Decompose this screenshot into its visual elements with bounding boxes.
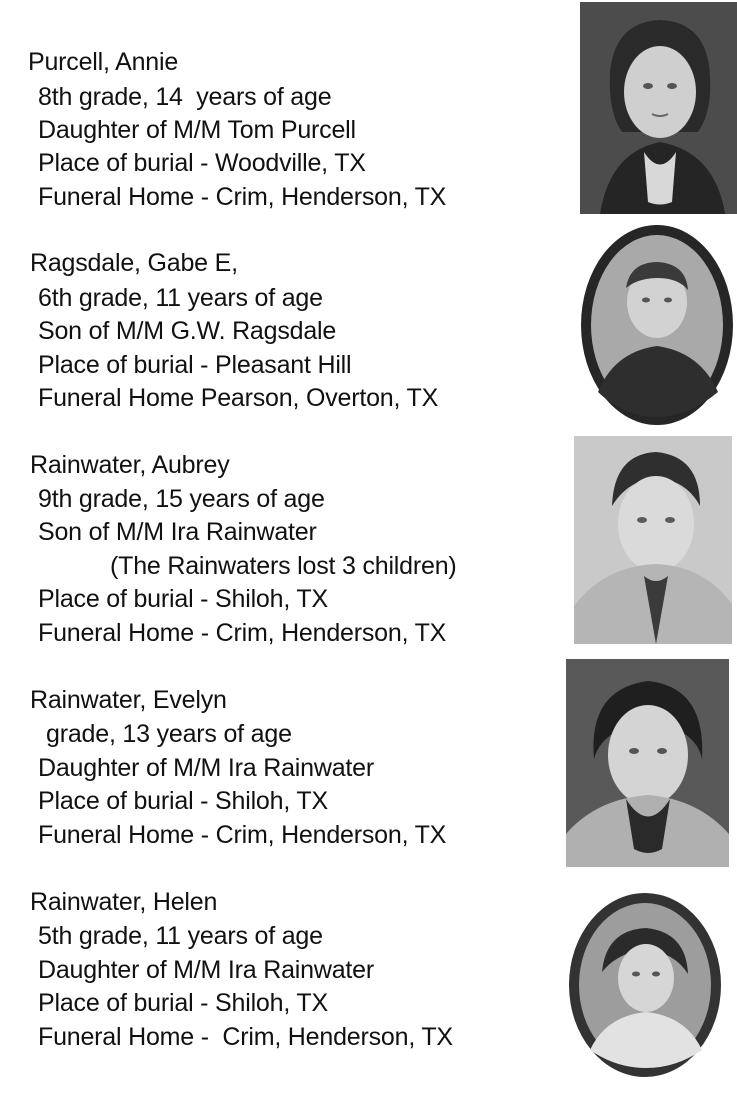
entry-burial: Place of burial - Shiloh, TX	[38, 989, 328, 1017]
entry-parent: Son of M/M Ira Rainwater	[38, 518, 317, 546]
entry-burial: Place of burial - Shiloh, TX	[38, 787, 328, 815]
entry-parent: Daughter of M/M Ira Rainwater	[38, 956, 374, 984]
entry-parent: Daughter of M/M Ira Rainwater	[38, 754, 374, 782]
entry-parent: Daughter of M/M Tom Purcell	[38, 116, 356, 144]
entry-grade-age: 6th grade, 11 years of age	[38, 284, 323, 312]
entry-name: Rainwater, Evelyn	[30, 686, 227, 714]
entry-funeral-home: Funeral Home - Crim, Henderson, TX	[38, 821, 447, 849]
entry-grade-age: 9th grade, 15 years of age	[38, 485, 325, 513]
portrait-rainwater-helen	[566, 890, 724, 1080]
entry-burial: Place of burial - Shiloh, TX	[38, 585, 328, 613]
portrait-purcell-annie	[580, 2, 737, 214]
entry-burial: Place of burial - Woodville, TX	[38, 149, 366, 177]
entry-name: Ragsdale, Gabe E,	[30, 249, 238, 277]
entry-name: Rainwater, Aubrey	[30, 451, 230, 479]
entry-name: Purcell, Annie	[28, 48, 179, 76]
entry-funeral-home: Funeral Home - Crim, Henderson, TX	[38, 183, 447, 211]
entry-parent: Son of M/M G.W. Ragsdale	[38, 317, 337, 345]
entry-grade-age: grade, 13 years of age	[46, 720, 292, 748]
entry-funeral-home: Funeral Home - Crim, Henderson, TX	[38, 619, 447, 647]
entry-funeral-home: Funeral Home Pearson, Overton, TX	[38, 384, 439, 412]
portrait-rainwater-evelyn	[566, 659, 729, 867]
entry-note: (The Rainwaters lost 3 children)	[110, 552, 457, 580]
entry-funeral-home: Funeral Home - Crim, Henderson, TX	[38, 1023, 453, 1051]
entry-burial: Place of burial - Pleasant Hill	[38, 351, 352, 379]
entry-grade-age: 5th grade, 11 years of age	[38, 922, 323, 950]
portrait-ragsdale-gabe	[578, 222, 736, 428]
portrait-rainwater-aubrey	[574, 436, 732, 644]
entry-name: Rainwater, Helen	[30, 888, 218, 916]
entry-grade-age: 8th grade, 14 years of age	[38, 83, 332, 111]
